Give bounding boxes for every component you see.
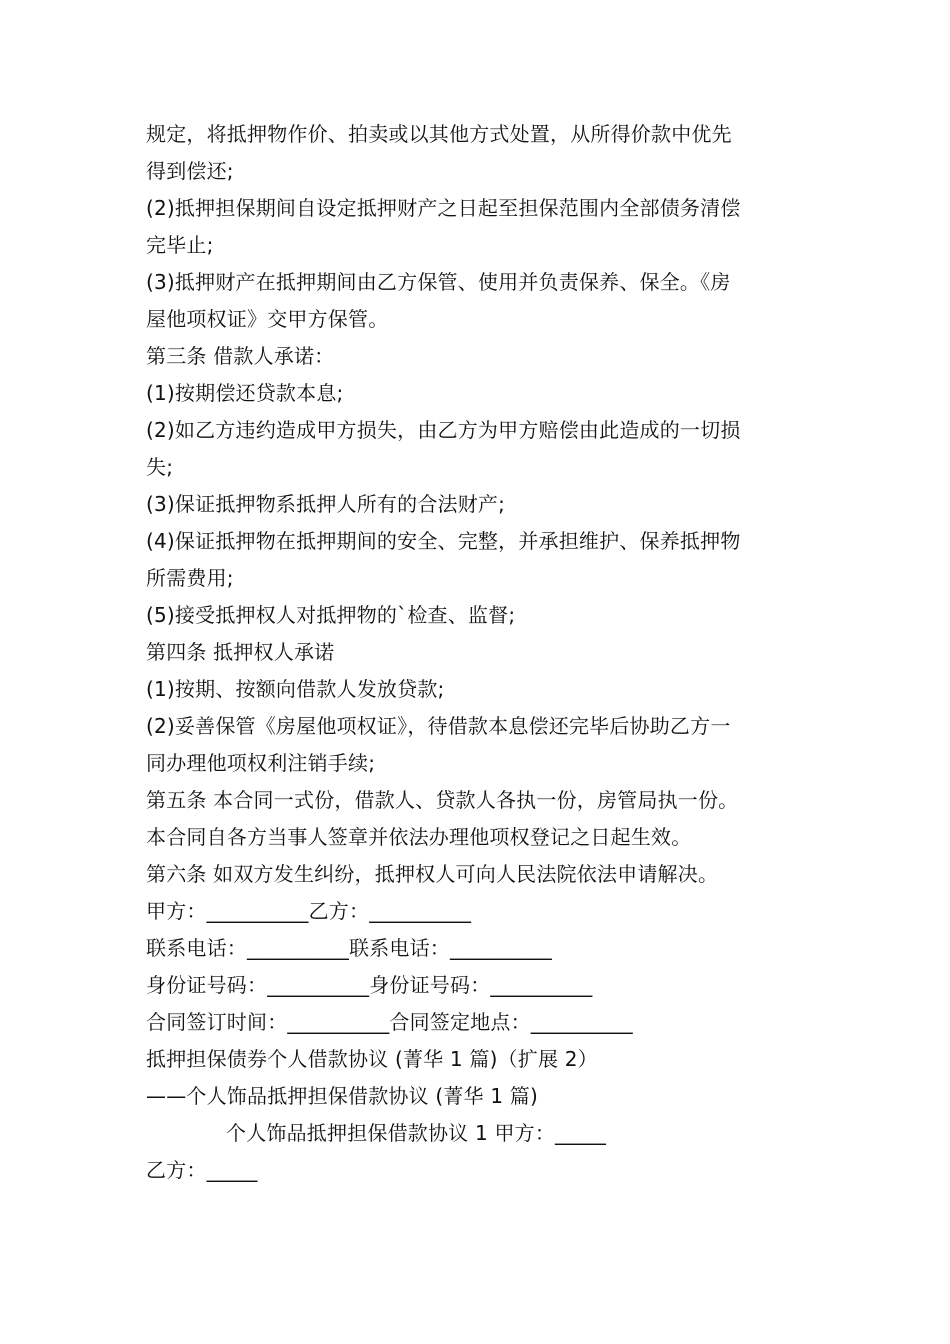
text-line: 同办理他项权利注销手续; (146, 751, 376, 775)
article-heading: 第六条 如双方发生纠纷，抵押权人可向人民法院依法申请解决。 (146, 862, 719, 886)
signature-field-line: 乙方：_____ (146, 1158, 258, 1182)
text-line: 失; (146, 455, 174, 479)
signature-field-line: 身份证号码：__________身份证号码：__________ (146, 973, 593, 997)
text-line: (5)接受抵押权人对抵押物的`检查、监督; (146, 603, 516, 627)
text-line: (1)按期偿还贷款本息; (146, 381, 344, 405)
signature-field-line: 甲方：__________乙方：__________ (146, 899, 472, 923)
text-line: (4)保证抵押物在抵押期间的安全、完整，并承担维护、保养抵押物 (146, 529, 741, 553)
section-title: 抵押担保债券个人借款协议 (菁华 1 篇)（扩展 2） (146, 1047, 598, 1071)
signature-field-line: 合同签订时间：__________合同签定地点：__________ (146, 1010, 633, 1034)
text-line: (3)抵押财产在抵押期间由乙方保管、使用并负责保养、保全。《房 (146, 270, 731, 294)
text-line: 完毕止; (146, 233, 214, 257)
article-heading: 第三条 借款人承诺： (146, 344, 335, 368)
text-line: (1)按期、按额向借款人发放贷款; (146, 677, 445, 701)
agreement-title-line: 个人饰品抵押担保借款协议 1 甲方：_____ (226, 1121, 607, 1145)
article-heading: 第五条 本合同一式份，借款人、贷款人各执一份，房管局执一份。 (146, 788, 739, 812)
text-line: 规定，将抵押物作价、拍卖或以其他方式处置，从所得价款中优先 (146, 122, 732, 146)
text-line: 本合同自各方当事人签章并依法办理他项权登记之日起生效。 (146, 825, 692, 849)
article-heading: 第四条 抵押权人承诺 (146, 640, 335, 664)
text-line: 屋他项权证》交甲方保管。 (146, 307, 389, 331)
text-line: (3)保证抵押物系抵押人所有的合法财产; (146, 492, 506, 516)
text-line: (2)妥善保管《房屋他项权证》，待借款本息偿还完毕后协助乙方一 (146, 714, 731, 738)
signature-field-line: 联系电话：__________联系电话：__________ (146, 936, 552, 960)
section-subtitle: ——个人饰品抵押担保借款协议 (菁华 1 篇) (146, 1084, 539, 1108)
document-body (146, 116, 806, 1189)
text-line: (2)如乙方违约造成甲方损失，由乙方为甲方赔偿由此造成的一切损 (146, 418, 741, 442)
text-line: 得到偿还; (146, 159, 234, 183)
text-line: 所需费用; (146, 566, 234, 590)
text-line: (2)抵押担保期间自设定抵押财产之日起至担保范围内全部债务清偿 (146, 196, 741, 220)
